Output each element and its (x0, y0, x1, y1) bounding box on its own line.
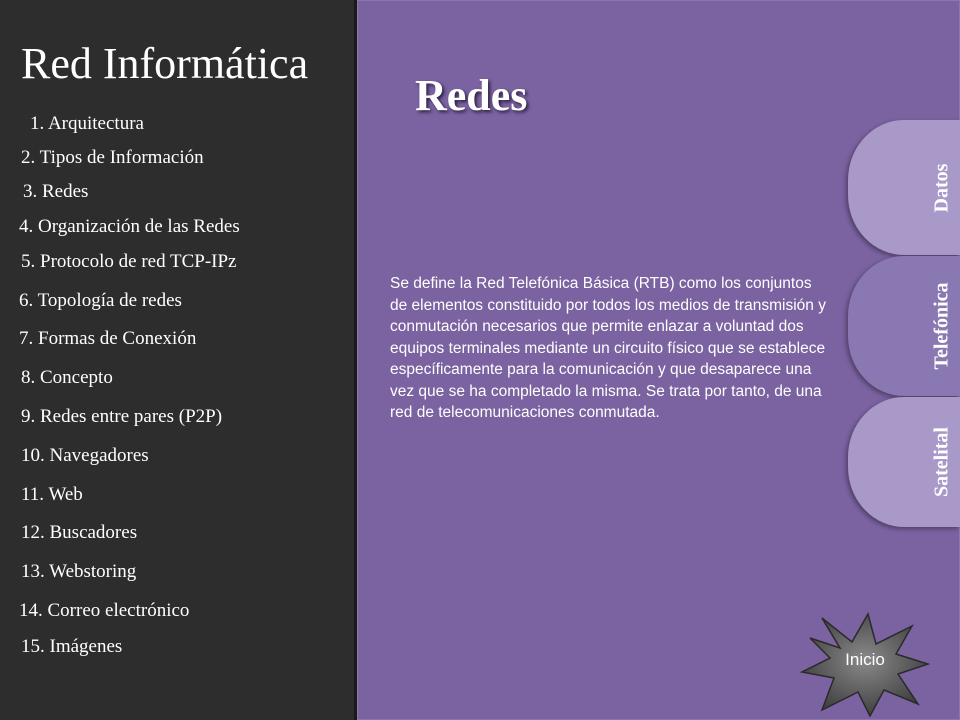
menu-item-topologia-de-redes[interactable]: 6. Topología de redes (19, 290, 182, 311)
menu-item-protocolo-tcp-ip[interactable]: 5. Protocolo de red TCP-IPz (21, 251, 237, 272)
menu-item-tipos-de-informacion[interactable]: 2. Tipos de Información (21, 147, 204, 168)
tab-telefonica[interactable] (848, 256, 960, 396)
menu-item-redes-entre-pares[interactable]: 9. Redes entre pares (P2P) (21, 406, 223, 427)
menu-item-buscadores[interactable]: 12. Buscadores (21, 522, 138, 543)
tab-satelital-label: Satelital (930, 427, 953, 497)
menu-item-imagenes[interactable]: 15. Imágenes (21, 636, 123, 657)
sidebar (0, 0, 354, 720)
menu-item-webstoring[interactable]: 13. Webstoring (21, 561, 137, 582)
menu-item-formas-de-conexion[interactable]: 7. Formas de Conexión (19, 328, 197, 349)
menu-item-web[interactable]: 11. Web (21, 484, 83, 505)
inicio-label: Inicio (845, 650, 885, 669)
menu-item-organizacion-de-las-redes[interactable]: 4. Organización de las Redes (19, 216, 240, 237)
menu-item-concepto[interactable]: 8. Concepto (21, 367, 113, 388)
inicio-button[interactable] (800, 612, 930, 717)
tab-satelital[interactable] (848, 397, 960, 527)
tab-datos-label: Datos (930, 163, 953, 212)
body-text: Se define la Red Telefónica Básica (RTB) como los conjuntos de elementos constituido por todos los medios de transmisión y conmutación necesarios que permite enlazar a voluntad dos equipos terminales mediante un circuito físico que se establece específicamente para la comunicación y que desaparece una vez que se ha completado la misma. Se trata por tanto, de una red de telecomunicaciones conmutada. (390, 275, 826, 421)
page-title: Redes (415, 71, 528, 120)
menu-item-navegadores[interactable]: 10. Navegadores (21, 445, 149, 466)
menu-item-redes[interactable]: 3. Redes (23, 181, 89, 202)
menu-item-arquitectura[interactable]: 1. Arquitectura (30, 113, 144, 134)
menu-item-correo-electronico[interactable]: 14. Correo electrónico (19, 600, 190, 621)
tab-datos[interactable] (848, 120, 960, 255)
tab-telefonica-label: Telefónica (930, 282, 953, 370)
sidebar-title: Red Informática (21, 39, 309, 88)
